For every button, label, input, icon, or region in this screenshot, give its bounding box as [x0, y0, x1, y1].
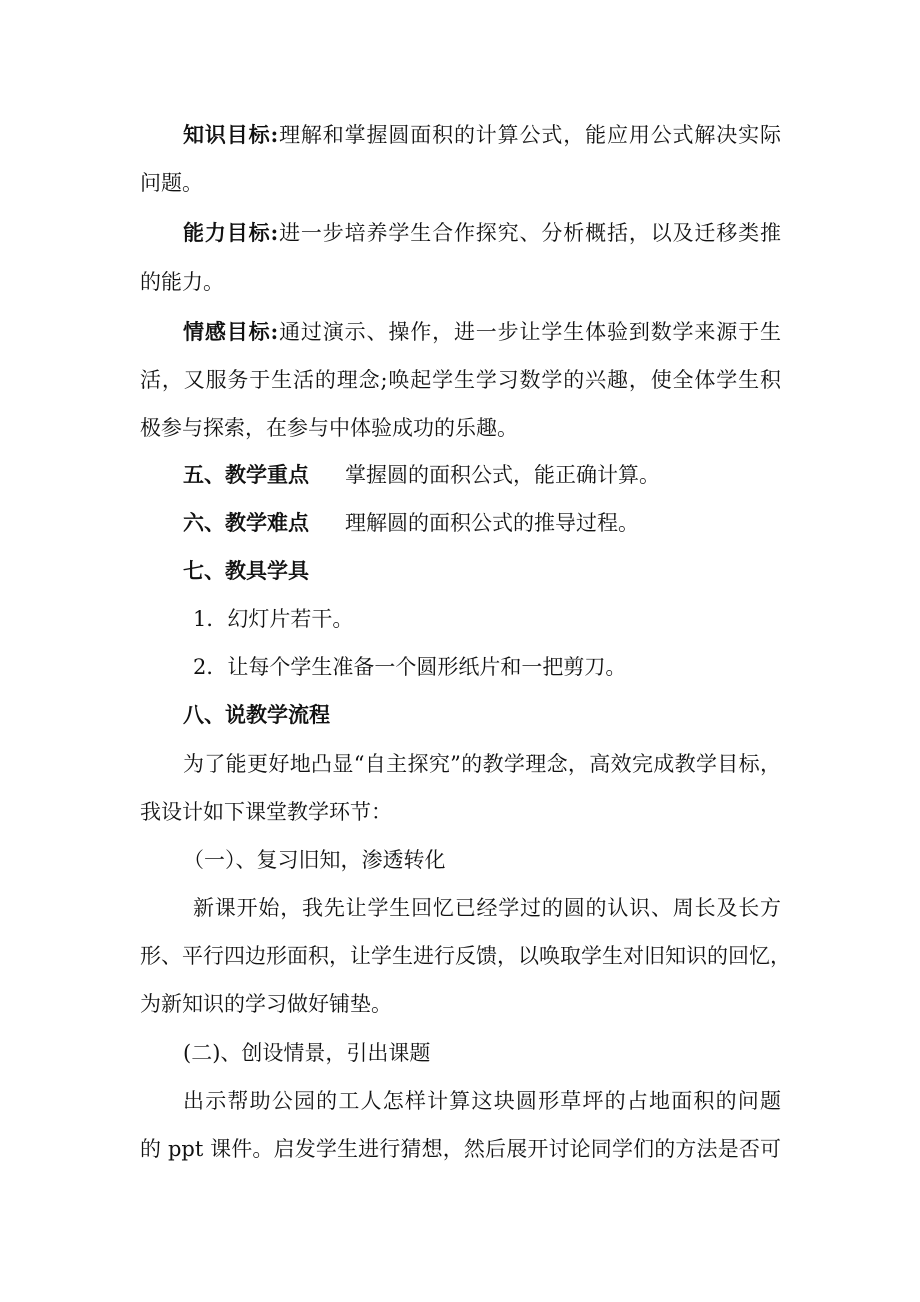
step1-title: （一）、复习旧知，渗透转化	[183, 848, 446, 872]
section7-heading: 七、教具学具	[183, 558, 309, 583]
section8-intro-line2: 我设计如下课堂教学环节：	[140, 800, 392, 824]
step2-line1: 出示帮助公园的工人怎样计算这块圆形草坪的占地面积的问题	[183, 1089, 781, 1113]
ability-goal-line2: 的能力。	[140, 270, 224, 294]
section5-content: 掌握圆的面积公式，能正确计算。	[345, 463, 660, 487]
emotion-goal-line1: 情感目标:通过演示、操作，进一步让学生体验到数学来源于生	[183, 319, 781, 344]
knowledge-goal-line1: 知识目标:理解和掌握圆面积的计算公式，能应用公式解决实际	[183, 122, 781, 147]
ability-goal-label: 能力目标:	[183, 220, 279, 245]
knowledge-goal-label: 知识目标:	[183, 122, 279, 147]
step1-line3: 为新知识的学习做好铺垫。	[140, 992, 392, 1016]
section6-heading: 六、教学难点	[183, 510, 309, 535]
section8-heading: 八、说教学流程	[183, 702, 330, 727]
step1-line2: 形、平行四边形面积，让学生进行反馈，以唤取学生对旧知识的回忆，	[140, 944, 791, 968]
knowledge-goal-line2: 问题。	[140, 171, 203, 195]
section7-item-2: 2．让每个学生准备一个圆形纸片和一把剪刀。	[193, 655, 627, 679]
section6-content: 理解圆的面积公式的推导过程。	[345, 511, 639, 535]
step2-title: (二)、创设情景，引出课题	[183, 1041, 431, 1065]
emotion-goal-line2: 活，又服务于生活的理念;唤起学生学习数学的兴趣，使全体学生积	[140, 368, 781, 392]
section8-intro-line1: 为了能更好地凸显“自主探究”的教学理念，高效完成教学目标，	[183, 752, 781, 776]
step1-line1: 新课开始，我先让学生回忆已经学过的圆的认识、周长及长方	[193, 896, 781, 920]
step2-line2: 的 ppt 课件。启发学生进行猜想，然后展开讨论同学们的方法是否可	[140, 1137, 781, 1161]
section5-heading: 五、教学重点	[183, 462, 309, 487]
section7-item-1: 1．幻灯片若干。	[193, 607, 354, 631]
emotion-goal-label: 情感目标:	[183, 319, 279, 344]
emotion-goal-line3: 极参与探索，在参与中体验成功的乐趣。	[140, 416, 518, 440]
ability-goal-line1: 能力目标:进一步培养学生合作探究、分析概括，以及迁移类推	[183, 220, 781, 245]
